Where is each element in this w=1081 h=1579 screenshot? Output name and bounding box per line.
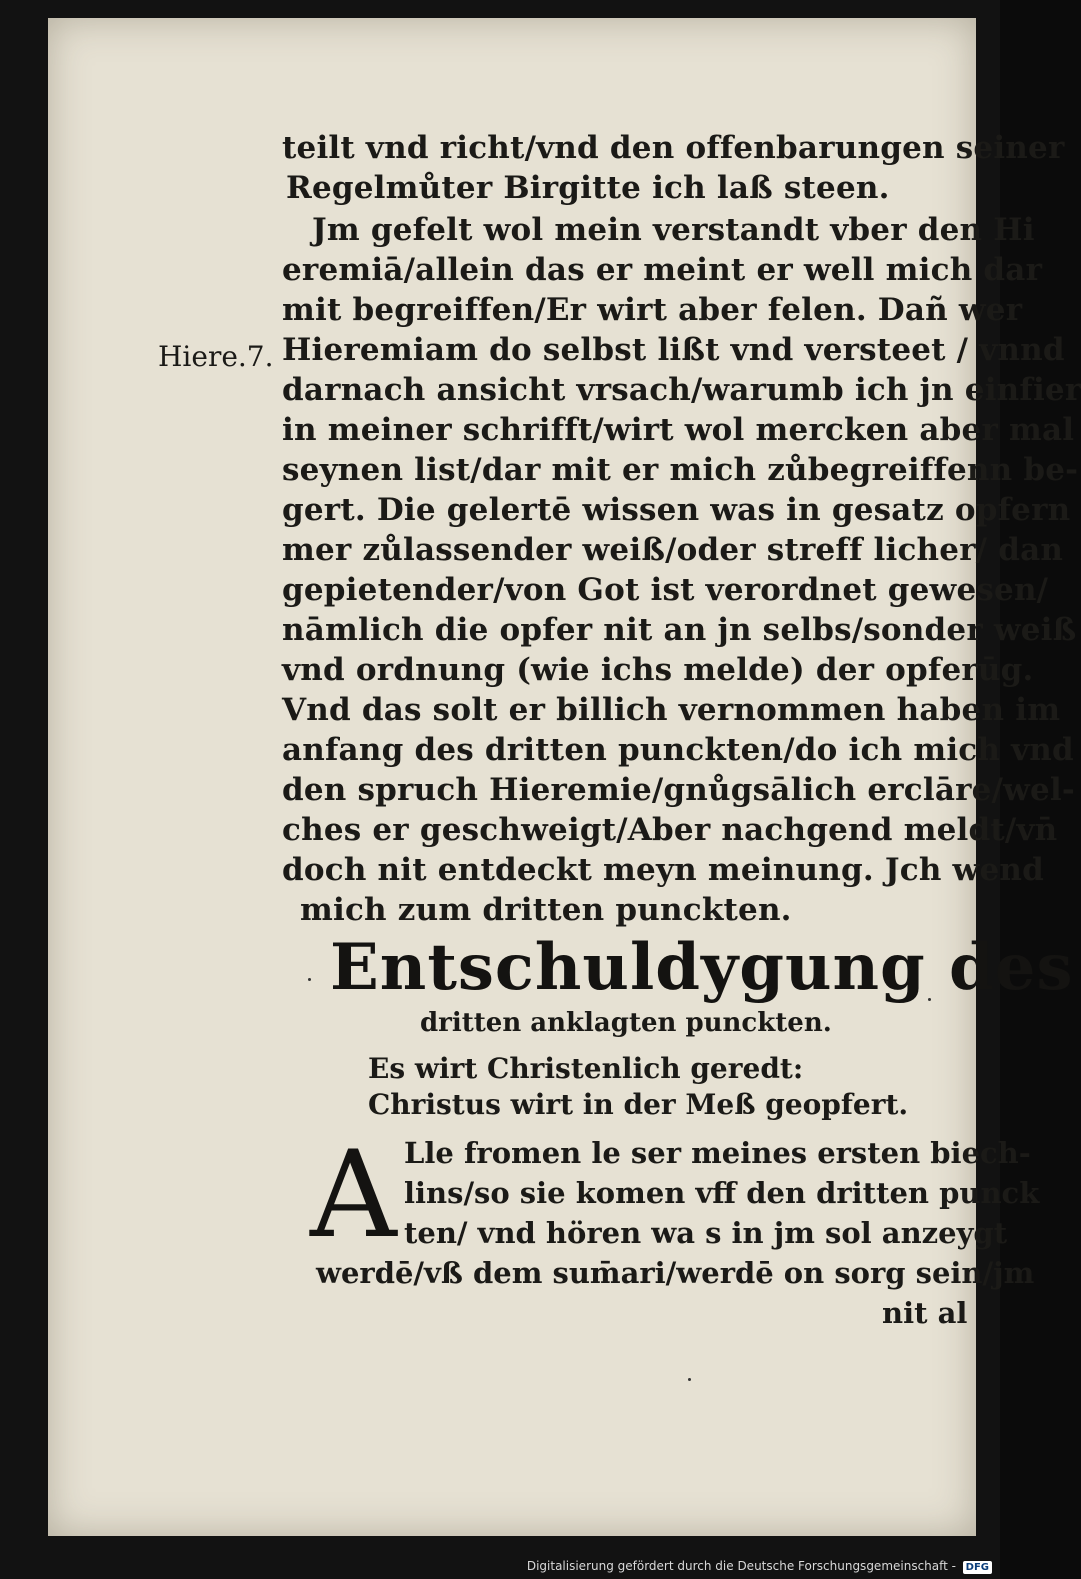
body-line: ches er geschweigt/Aber nachgend meldt/vn̄ <box>282 812 1058 848</box>
body-line: anfang des dritten punckten/do ich mich vnd <box>282 732 1074 768</box>
body-line: den spruch Hieremie/gnůgsālich erclāre/wel- <box>282 772 1075 808</box>
paragraph-line: ten/ vnd hören wa s in jm sol anzeygt <box>404 1216 1008 1250</box>
body-line: gepietender/von Got ist verordnet gewesen/ <box>282 572 1049 608</box>
body-line: Jm gefelt wol mein verstandt vber den Hi <box>312 212 1035 248</box>
body-line: Regelmůter Birgitte ich laß steen. <box>286 170 890 206</box>
body-line: seynen list/dar mit er mich zůbegreiffenn be- <box>282 452 1079 488</box>
body-line: gert. Die gelertē wissen was in gesatz opfern <box>282 492 1071 528</box>
paragraph-line: Lle fromen le ser meines ersten biech- <box>404 1136 1031 1170</box>
body-line: mich zum dritten punckten. <box>300 892 792 928</box>
section-subheading: dritten anklagten punckten. <box>420 1008 832 1038</box>
dfg-logo: DFG <box>963 1561 992 1574</box>
digitization-credit: Digitalisierung gefördert durch die Deutsche Forschungsgemeinschaft - <box>526 1559 956 1573</box>
body-line: mer zůlassender weiß/oder streff licher/ dan <box>282 532 1064 568</box>
body-line: darnach ansicht vrsach/warumb ich jn einfier <box>282 372 1081 408</box>
paragraph-line: werdē/vß dem sum̄ari/werdē on sorg sein/jm <box>316 1256 1035 1290</box>
section-heading: Entschuldygung des <box>330 930 1074 1005</box>
paragraph-line: lins/so sie komen vff den dritten punck <box>404 1176 1040 1210</box>
body-line: eremiā/allein das er meint er well mich dar <box>282 252 1043 288</box>
body-line: Hieremiam do selbst lißt vnd versteet / vnnd <box>282 332 1065 368</box>
drop-initial: A <box>310 1126 397 1265</box>
body-line: nāmlich die opfer nit an jn selbs/sonder weiß <box>282 612 1077 648</box>
body-line: vnd ordnung (wie ichs melde) der opferūg. <box>282 652 1034 688</box>
thesis-line: Christus wirt in der Meß geopfert. <box>368 1088 909 1121</box>
body-line: teilt vnd richt/vnd den offenbarungen seiner <box>282 130 1065 166</box>
body-line: doch nit entdeckt meyn meinung. Jch wend <box>282 852 1044 888</box>
catchword: nit al <box>882 1296 968 1330</box>
body-line: Vnd das solt er billich vernommen haben im <box>282 692 1061 728</box>
thesis-line: Es wirt Christenlich geredt: <box>368 1052 804 1085</box>
body-line: mit begreiffen/Er wirt aber felen. Dañ wer <box>282 292 1023 328</box>
margin-note: Hiere.7. <box>158 340 274 373</box>
body-line: in meiner schrifft/wirt wol mercken aber mal <box>282 412 1075 448</box>
